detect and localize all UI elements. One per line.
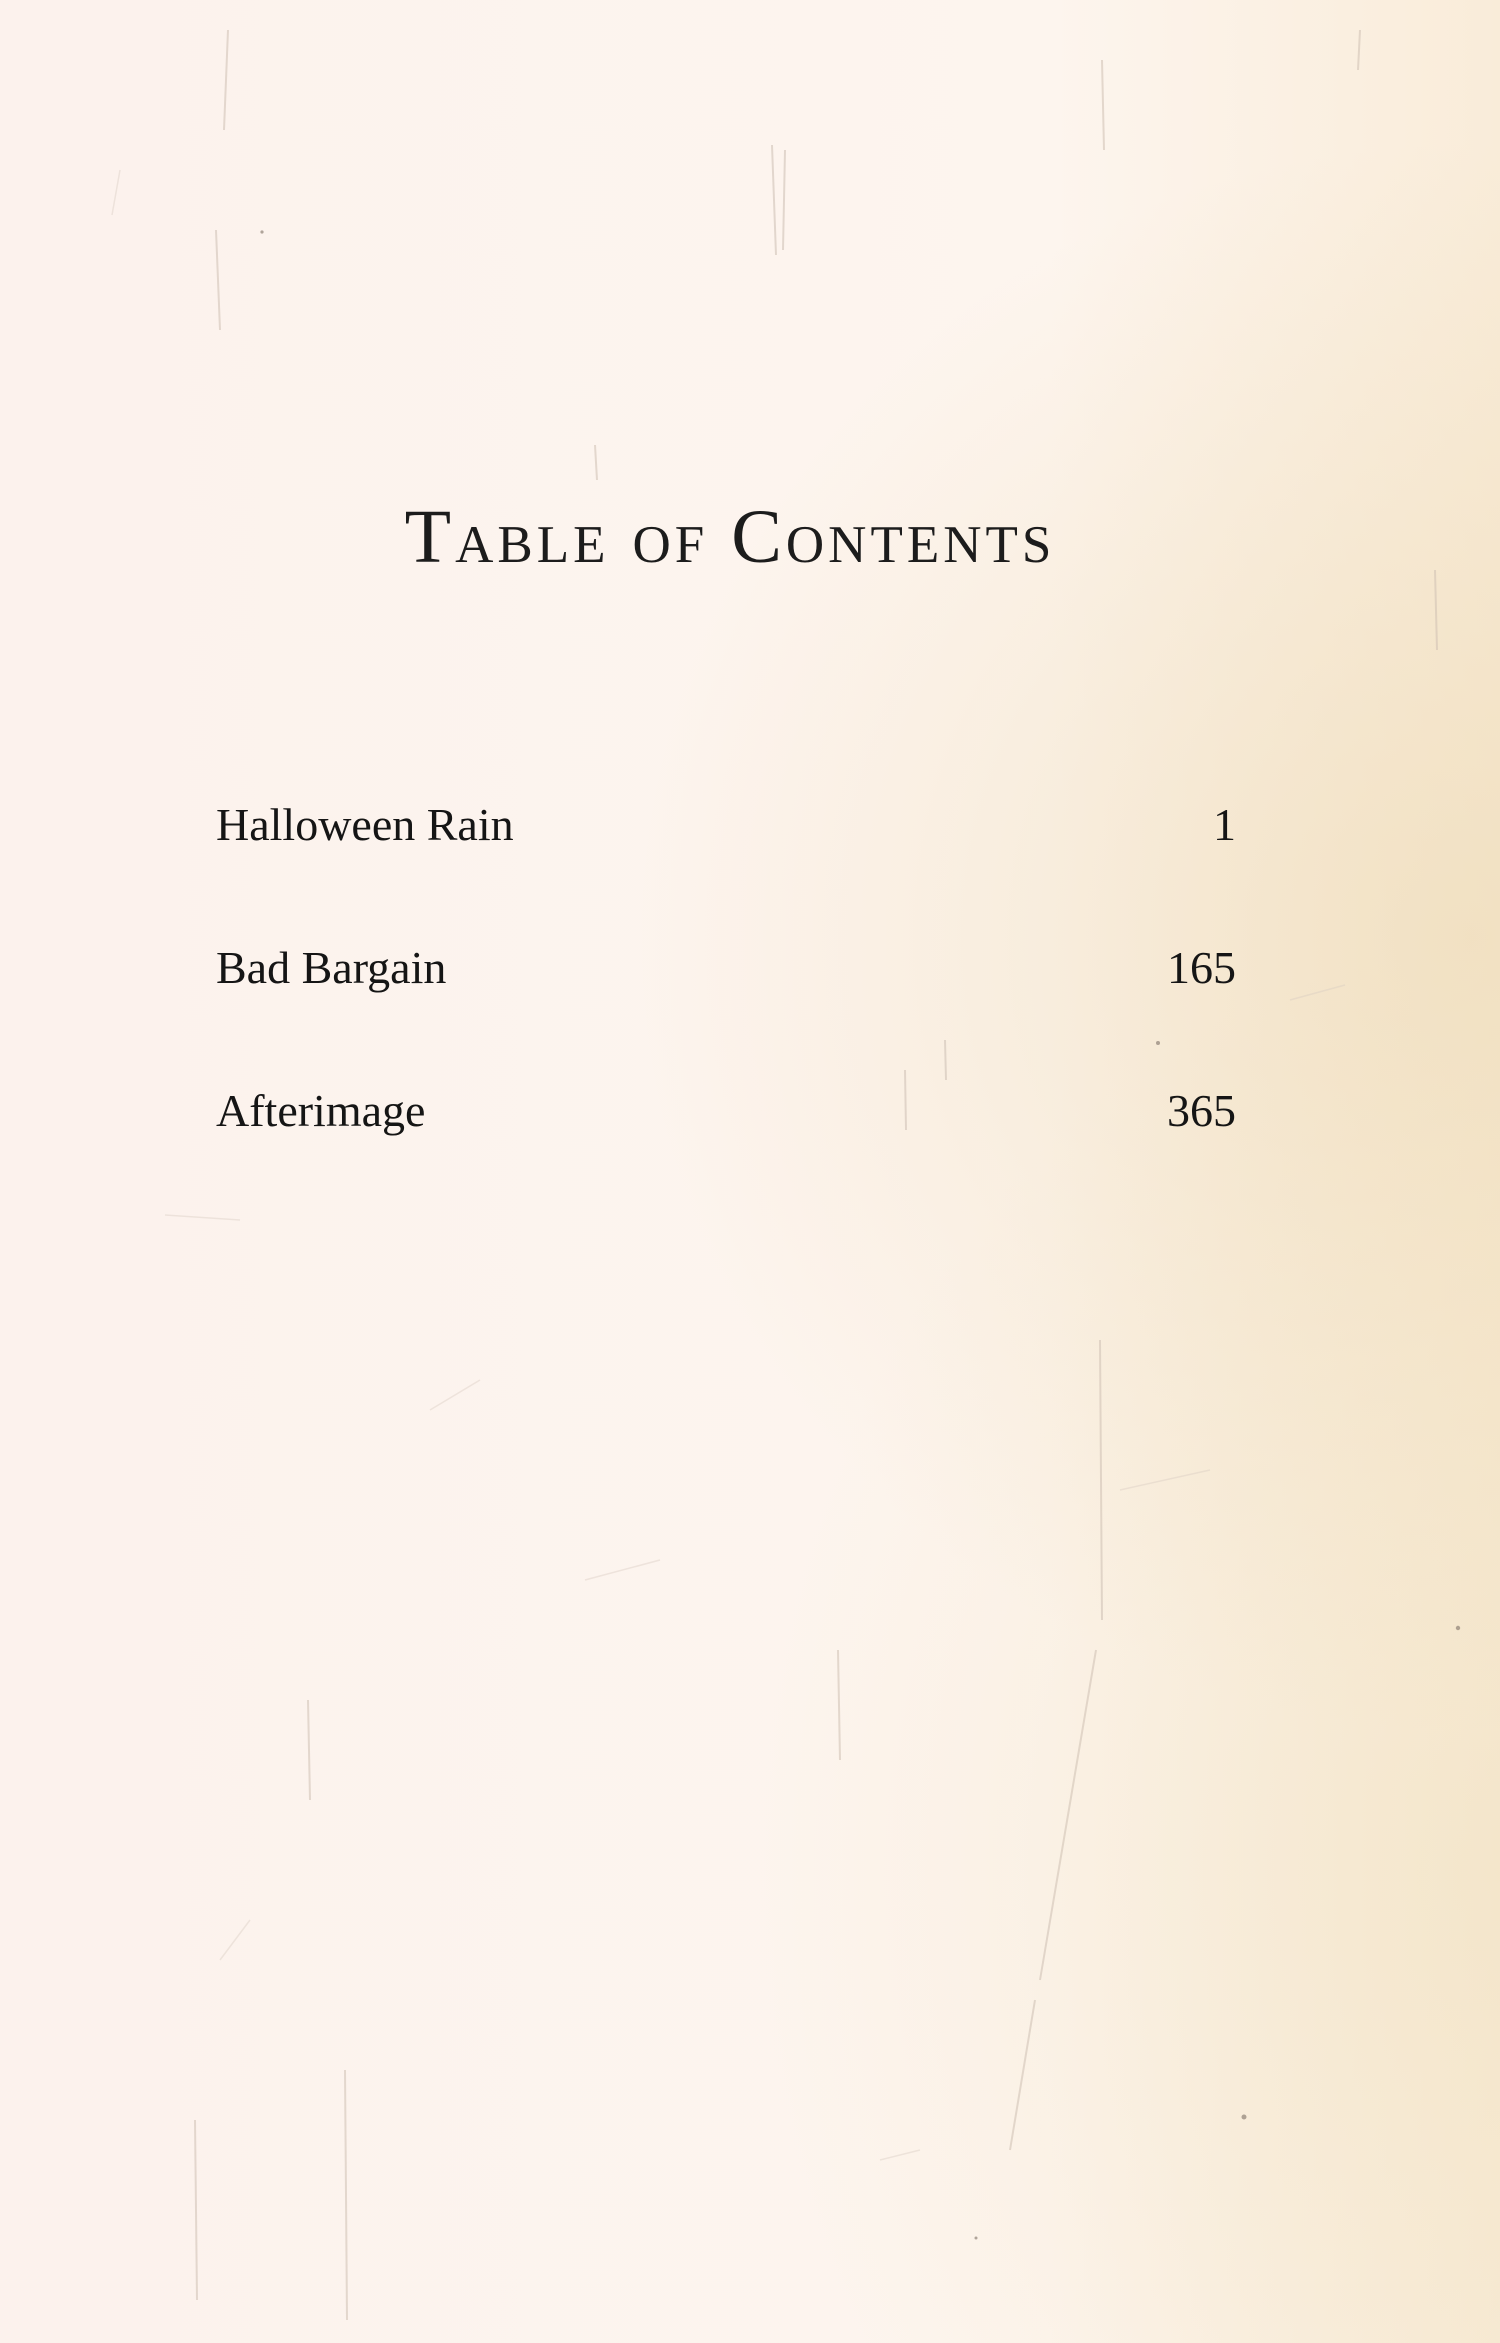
toc-entry: [216, 1076, 1236, 1219]
toc-entry-page-number: 1: [1213, 799, 1236, 850]
toc-entry-title: Halloween Rain: [216, 799, 514, 850]
page-title: Table of Contents: [404, 495, 1056, 579]
toc-entry-page-number: 365: [1167, 1085, 1236, 1136]
table-of-contents: [216, 790, 1236, 1219]
toc-entry-page-number: 165: [1167, 942, 1236, 993]
toc-entry-title: Bad Bargain: [216, 942, 447, 993]
toc-entry-title: Afterimage: [216, 1085, 426, 1136]
toc-entry: [216, 790, 1236, 933]
toc-entry: [216, 933, 1236, 1076]
